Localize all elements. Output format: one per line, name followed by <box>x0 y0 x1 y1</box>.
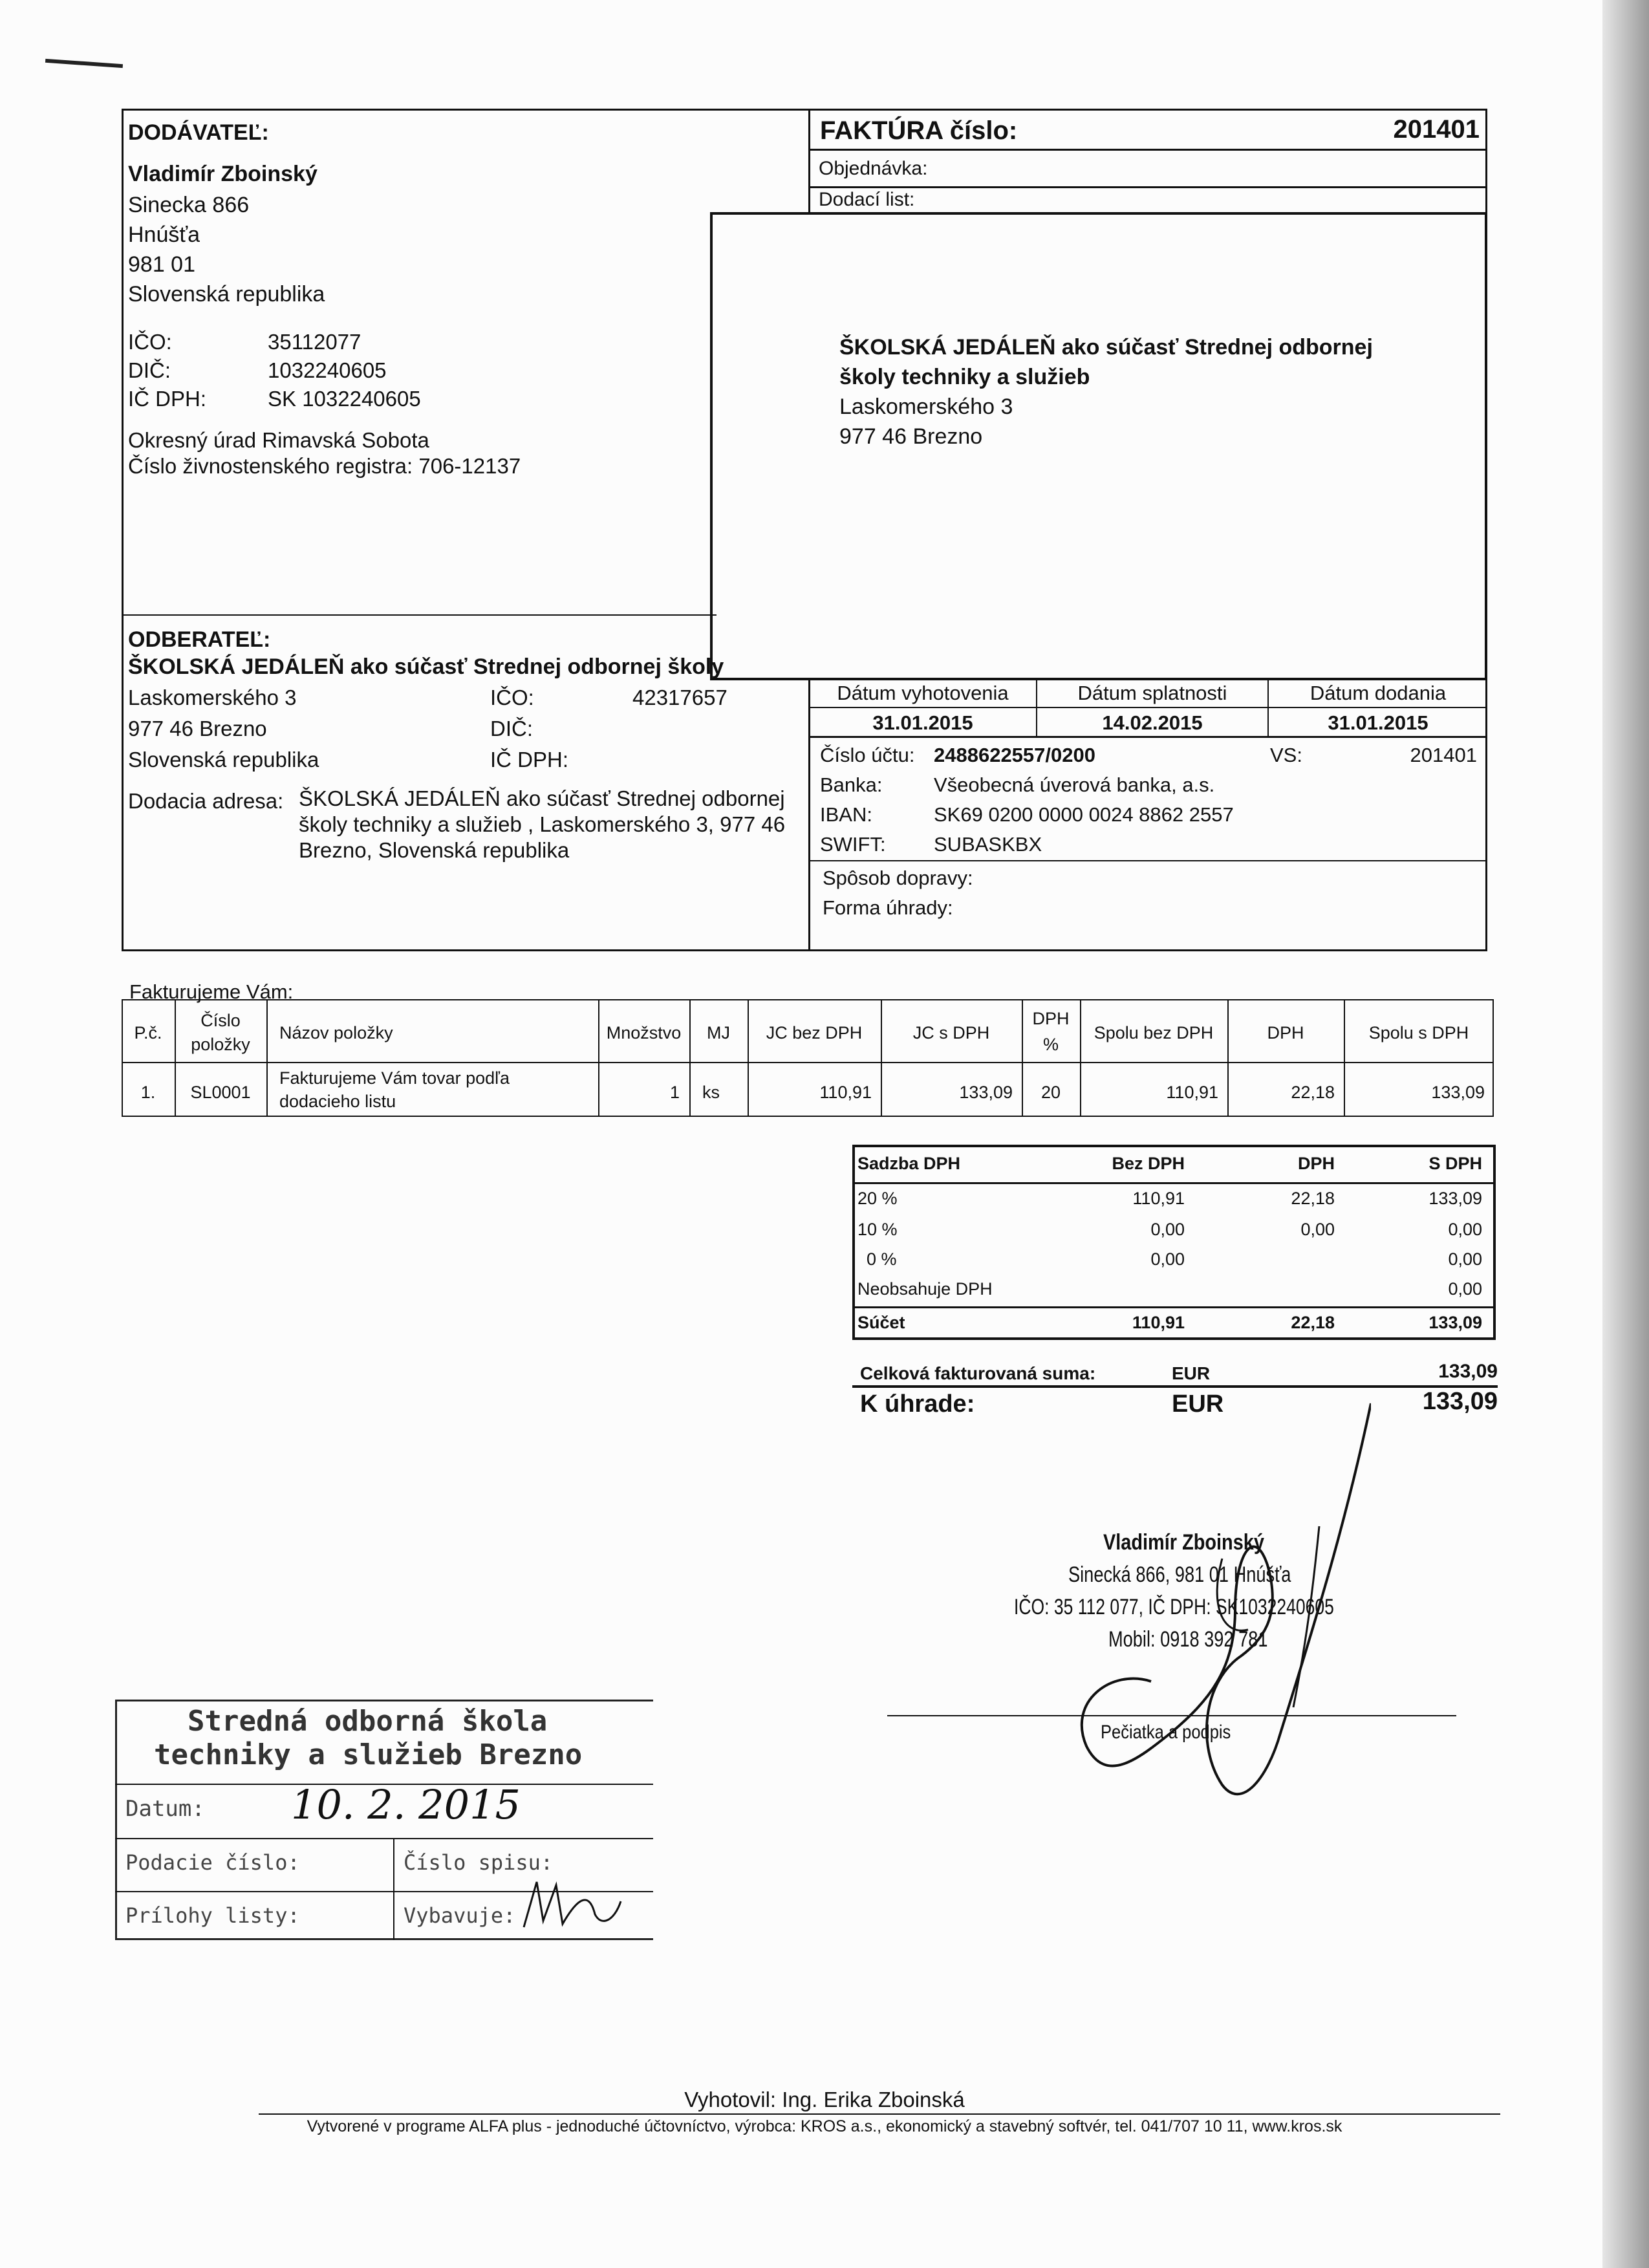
vat-total-header: S DPH <box>1428 1154 1482 1173</box>
item-unit: ks <box>702 1083 720 1102</box>
col-pc-header: P.č. <box>134 1023 162 1042</box>
amount-due-label: K úhrade: <box>860 1390 975 1418</box>
item-name-1: Fakturujeme Vám tovar podľa <box>279 1068 510 1088</box>
vat-base: 0,00 <box>1150 1220 1185 1239</box>
item-pc: 1. <box>140 1083 156 1102</box>
vat-rate: 20 % <box>857 1189 898 1208</box>
vat-amount-header: DPH <box>1297 1154 1335 1173</box>
item-vat-pct: 20 <box>1040 1083 1061 1102</box>
delivery-date: 31.01.2015 <box>1328 711 1428 734</box>
col-vat-pct-header-2: % <box>1042 1035 1059 1054</box>
item-total: 110,91 <box>1166 1083 1218 1102</box>
col-total-vat-header: Spolu s DPH <box>1368 1023 1469 1042</box>
customer-heading: ODBERATEĽ: <box>128 627 271 652</box>
vat-rate: 10 % <box>857 1220 898 1239</box>
delivery-note-label: Dodací list: <box>819 189 915 210</box>
supplier-icdph: SK 1032240605 <box>268 387 421 411</box>
col-total-header: Spolu bez DPH <box>1094 1023 1214 1042</box>
col-unit-price-vat-header: JC s DPH <box>912 1023 990 1042</box>
bank-name: Všeobecná úverová banka, a.s. <box>934 773 1215 796</box>
items-intro: Fakturujeme Vám: <box>129 980 294 1003</box>
delivery-address-line2: školy techniky a služieb , Laskomerského 3, 977 46 <box>299 812 786 836</box>
vat-base-header: Bez DPH <box>1112 1154 1185 1173</box>
col-name-header: Názov položky <box>279 1023 393 1042</box>
handler-initials <box>517 1875 627 1934</box>
signature <box>1009 1397 1371 1811</box>
vat-rate: Neobsahuje DPH <box>857 1279 993 1299</box>
stamp-file-label: Číslo spisu: <box>404 1850 554 1875</box>
swift-value: SUBASKBX <box>934 833 1042 856</box>
payment-form-label: Forma úhrady: <box>823 896 953 919</box>
seal-line1: Vladimír Zboinský <box>1103 1530 1264 1555</box>
supplier-zip: 981 01 <box>128 252 195 277</box>
customer-ico: 42317657 <box>632 686 727 709</box>
item-code: SL0001 <box>190 1083 251 1102</box>
iban-label: IBAN: <box>820 803 872 826</box>
vat-summary-table <box>852 1145 1496 1340</box>
stamp-school-line2: techniky a služieb Brezno <box>154 1738 583 1771</box>
vat-rate: 0 % <box>867 1249 897 1269</box>
recipient-line2: školy techniky a služieb <box>839 365 1090 389</box>
supplier-icdph-label: IČ DPH: <box>128 387 207 411</box>
vat-amount: 0,00 <box>1300 1220 1335 1239</box>
item-unit-price-vat: 133,09 <box>959 1083 1013 1102</box>
order-label: Objednávka: <box>819 158 928 179</box>
col-unit-price-header: JC bez DPH <box>766 1023 863 1042</box>
customer-name: ŠKOLSKÁ JEDÁLEŇ ako súčasť Strednej odbornej školy <box>128 654 724 679</box>
transport-label: Spôsob dopravy: <box>823 867 973 889</box>
due-date: 14.02.2015 <box>1102 711 1203 734</box>
amount-due: 133,09 <box>1422 1388 1498 1415</box>
recipient-line1: ŠKOLSKÁ JEDÁLEŇ ako súčasť Strednej odbornej <box>839 335 1373 360</box>
delivery-address-line3: Brezno, Slovenská republika <box>299 838 570 862</box>
vat-total: 0,00 <box>1448 1249 1482 1269</box>
seal-line2: Sinecká 866, 981 01 Hnúšťa <box>1068 1562 1291 1587</box>
delivery-address-label: Dodacia adresa: <box>128 789 284 813</box>
supplier-dic-label: DIČ: <box>128 358 171 382</box>
recipient-window <box>710 212 1487 680</box>
software-note: Vytvorené v programe ALFA plus - jednoduché účtovníctvo, výrobca: KROS a.s., ekonomický a stavebný softvér, tel. 041/707 10 11, www.kros.sk <box>307 2117 1342 2135</box>
stamp-handler-label: Vybavuje: <box>404 1903 516 1928</box>
vat-total: 0,00 <box>1448 1279 1482 1299</box>
bank-label: Banka: <box>820 773 883 796</box>
invoice-title: FAKTÚRA číslo: <box>820 116 1018 145</box>
amount-due-currency: EUR <box>1172 1390 1224 1418</box>
stamp-date-value: 10. 2. 2015 <box>291 1781 521 1828</box>
issue-date-label: Dátum vyhotovenia <box>837 682 1009 704</box>
signature-line <box>887 1715 1456 1716</box>
vat-sum-label: Súčet <box>857 1313 905 1332</box>
recipient-city: 977 46 Brezno <box>839 424 983 449</box>
customer-street: Laskomerského 3 <box>128 686 297 709</box>
supplier-country: Slovenská republika <box>128 282 325 307</box>
vat-base: 0,00 <box>1150 1249 1185 1269</box>
customer-city: 977 46 Brezno <box>128 717 267 740</box>
vat-sum-total: 133,09 <box>1428 1313 1482 1332</box>
account-number: 2488622557/0200 <box>934 744 1095 766</box>
seal-line3: IČO: 35 112 077, IČ DPH: SK1032240605 <box>1014 1595 1334 1619</box>
col-vat-header: DPH <box>1267 1023 1304 1042</box>
vat-sum-base: 110,91 <box>1132 1313 1185 1332</box>
supplier-heading: DODÁVATEĽ: <box>128 120 269 145</box>
col-qty-header: Množstvo <box>606 1023 682 1042</box>
scan-mark <box>45 59 123 68</box>
stamp-filing-label: Podacie číslo: <box>125 1850 300 1875</box>
item-vat: 22,18 <box>1291 1083 1335 1102</box>
recipient-street: Laskomerského 3 <box>839 394 1013 419</box>
invoice-number: 201401 <box>1393 115 1480 144</box>
item-total-vat: 133,09 <box>1431 1083 1485 1102</box>
customer-dic-label: DIČ: <box>490 717 533 740</box>
vat-sum-amount: 22,18 <box>1291 1313 1335 1332</box>
account-label: Číslo účtu: <box>820 744 915 766</box>
col-vat-pct-header-1: DPH <box>1032 1009 1070 1028</box>
vat-rate-header: Sadzba DPH <box>857 1154 961 1173</box>
invoiced-total-amount: 133,09 <box>1438 1361 1498 1382</box>
swift-label: SWIFT: <box>820 833 886 856</box>
stamp-date-label: Datum: <box>125 1796 205 1822</box>
item-name-2: dodacieho listu <box>279 1092 396 1111</box>
due-date-label: Dátum splatnosti <box>1077 682 1227 704</box>
item-qty: 1 <box>669 1083 680 1102</box>
customer-ico-label: IČO: <box>490 686 534 709</box>
vat-amount: 22,18 <box>1291 1189 1335 1208</box>
created-by: Vyhotovil: Ing. Erika Zboinská <box>684 2088 965 2111</box>
supplier-registry: Číslo živnostenského registra: 706-12137 <box>128 454 521 478</box>
item-unit-price: 110,91 <box>819 1083 872 1102</box>
supplier-dic: 1032240605 <box>268 358 387 382</box>
seal-line4: Mobil: 0918 392 781 <box>1108 1627 1268 1652</box>
vat-total: 133,09 <box>1428 1189 1482 1208</box>
customer-icdph-label: IČ DPH: <box>490 748 569 772</box>
supplier-office: Okresný úrad Rimavská Sobota <box>128 428 429 452</box>
delivery-date-label: Dátum dodania <box>1310 682 1447 704</box>
supplier-city: Hnúšťa <box>128 222 200 247</box>
iban-value: SK69 0200 0000 0024 8862 2557 <box>934 803 1234 826</box>
stamp-school-line1: Stredná odborná škola <box>188 1705 548 1738</box>
customer-country: Slovenská republika <box>128 748 319 772</box>
supplier-ico: 35112077 <box>268 330 361 354</box>
vat-base: 110,91 <box>1132 1189 1185 1208</box>
vs-label: VS: <box>1270 744 1302 766</box>
delivery-address-line1: ŠKOLSKÁ JEDÁLEŇ ako súčasť Strednej odbornej <box>299 786 785 810</box>
invoiced-total-label: Celková fakturovaná suma: <box>860 1363 1096 1383</box>
stamp-attachments-label: Prílohy listy: <box>125 1903 300 1928</box>
col-code-header-1: Číslo <box>200 1011 241 1030</box>
vat-total: 0,00 <box>1448 1220 1482 1239</box>
issue-date: 31.01.2015 <box>872 711 973 734</box>
supplier-name: Vladimír Zboinský <box>128 162 318 186</box>
col-unit-header: MJ <box>707 1023 730 1042</box>
supplier-ico-label: IČO: <box>128 330 172 354</box>
signature-label: Pečiatka a podpis <box>1101 1722 1231 1743</box>
invoiced-total-currency: EUR <box>1172 1363 1211 1383</box>
supplier-street: Sinecka 866 <box>128 193 250 217</box>
col-code-header-2: položky <box>191 1035 250 1054</box>
vs-value: 201401 <box>1410 744 1477 766</box>
scan-edge <box>1602 0 1649 2268</box>
